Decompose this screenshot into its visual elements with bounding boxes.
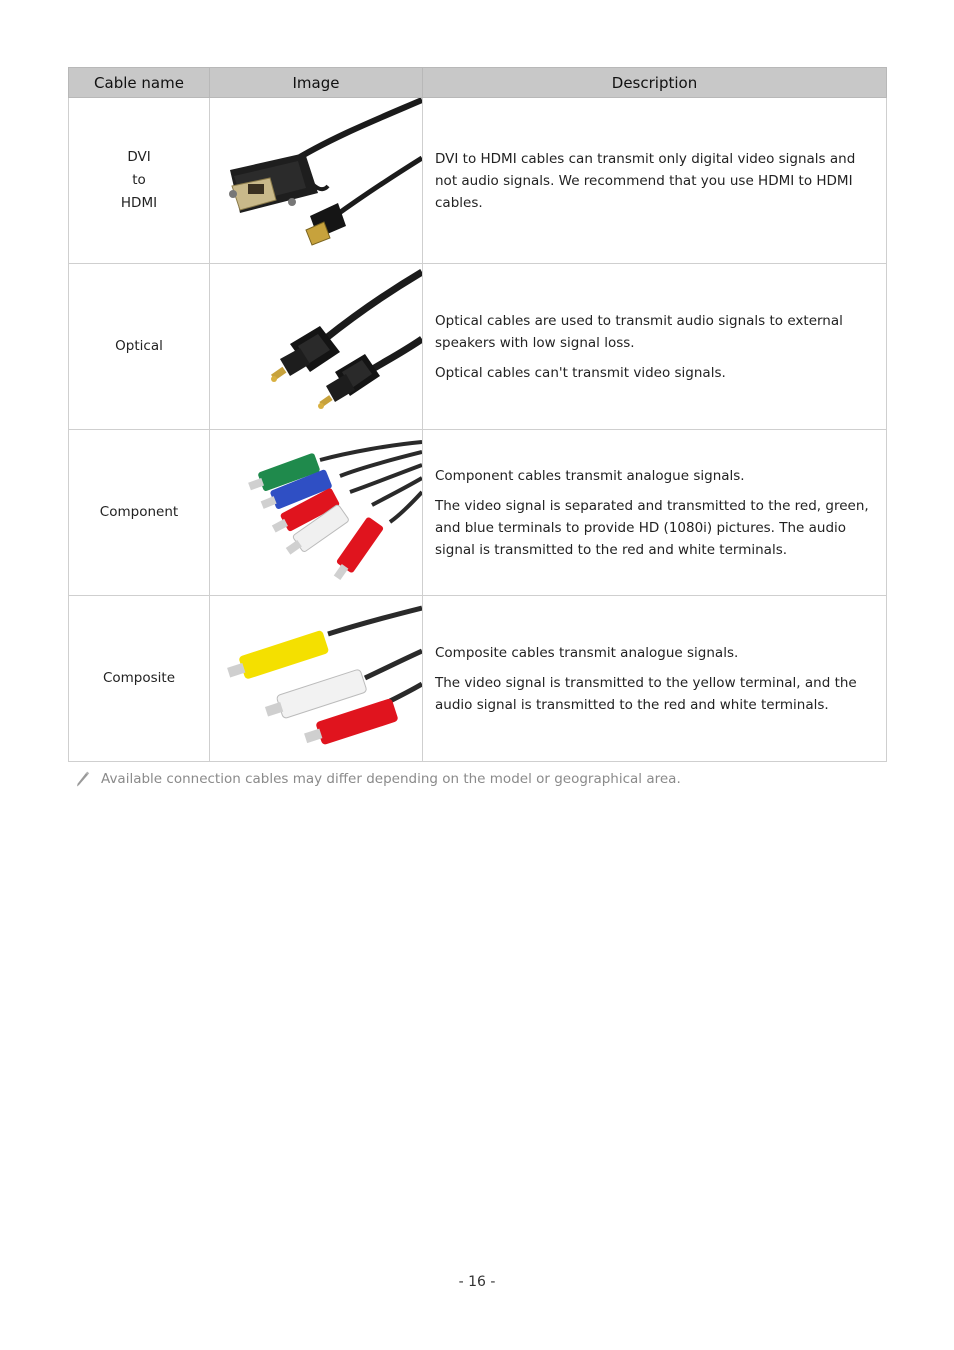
dvi-hdmi-cable-icon	[210, 98, 422, 263]
description-paragraph: DVI to HDMI cables can transmit only digital video signals and not audio signals. We recommend that you use HDMI to HDMI cables.	[435, 150, 856, 211]
description-paragraph: Composite cables transmit analogue signals.	[435, 644, 739, 661]
cable-image-cell	[210, 98, 423, 264]
note	[76, 771, 681, 787]
description-paragraph: The video signal is separated and transmitted to the red, green, and blue terminals to provide HD (1080i) pictures. The audio signal is transmitted to the red and white terminals.	[435, 497, 869, 558]
cable-image-cell	[210, 264, 423, 430]
description-paragraph: Optical cables can't transmit video signals.	[435, 364, 726, 381]
cable-name-line: HDMI	[120, 195, 158, 211]
table-row	[69, 430, 887, 596]
cable-name-cell	[69, 264, 210, 430]
cable-name-cell	[69, 430, 210, 596]
cable-name-line: Composite	[102, 670, 176, 686]
description-cell	[423, 264, 887, 430]
page-number: - 16 -	[458, 1274, 496, 1290]
header-cable-name: Cable name	[69, 68, 210, 98]
header-image: Image	[210, 68, 423, 98]
description-cell	[423, 98, 887, 264]
description-paragraph: Component cables transmit analogue signals.	[435, 467, 745, 484]
optical-cable-icon	[210, 264, 422, 429]
description-cell	[423, 430, 887, 596]
table-row	[69, 98, 887, 264]
cable-name-line: Component	[99, 504, 179, 520]
table-row	[69, 264, 887, 430]
cable-image-cell	[210, 596, 423, 762]
table-row	[69, 596, 887, 762]
note-text: Available connection cables may differ depending on the model or geographical area.	[101, 771, 681, 787]
header-description: Description	[423, 68, 887, 98]
table-header-row	[69, 68, 887, 98]
description-paragraph: The video signal is transmitted to the yellow terminal, and the audio signal is transmitted to the red and white terminals.	[435, 674, 857, 713]
cable-name-cell	[69, 98, 210, 264]
description-cell	[423, 596, 887, 762]
description-paragraph: Optical cables are used to transmit audio signals to external speakers with low signal loss.	[435, 312, 843, 351]
cable-table	[68, 67, 887, 762]
cable-name-line: Optical	[115, 338, 163, 354]
cable-name-line: DVI	[127, 149, 151, 165]
cable-name-cell	[69, 596, 210, 762]
cable-image-cell	[210, 430, 423, 596]
composite-cable-icon	[210, 596, 422, 761]
cable-name-line: to	[132, 172, 146, 188]
pencil-icon	[76, 771, 90, 787]
component-cable-icon	[210, 430, 422, 595]
